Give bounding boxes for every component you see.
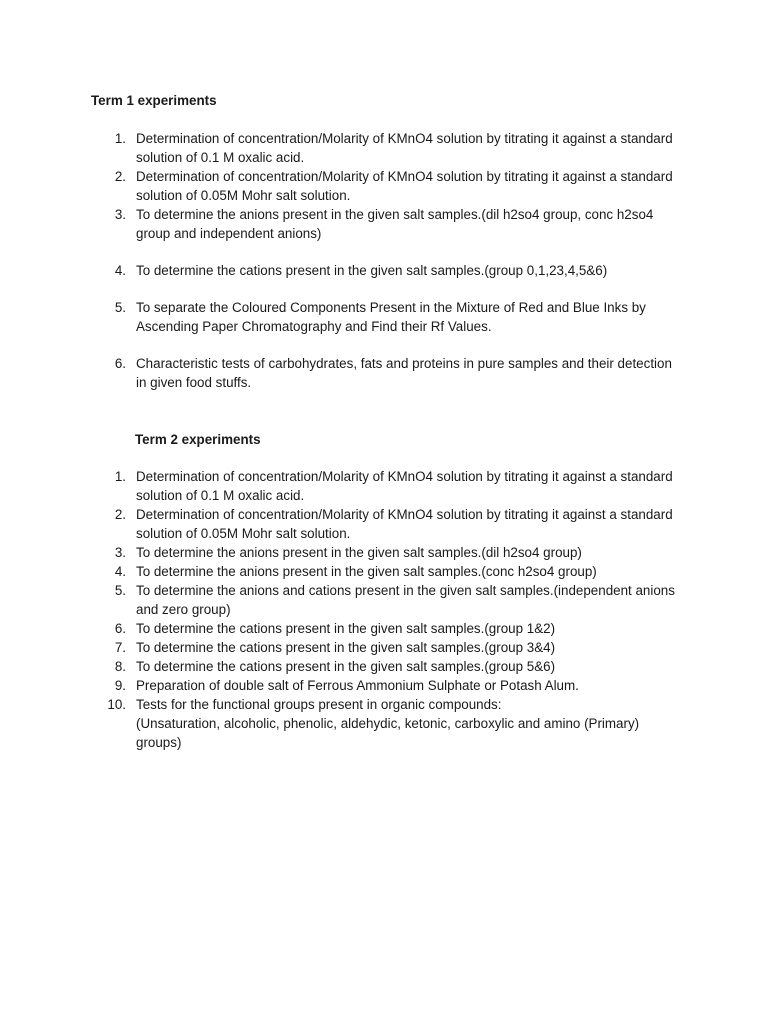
term2-item-4: [0, 562, 676, 581]
list-number: 10.: [107, 697, 126, 712]
term2-experiment-list: [0, 467, 768, 752]
list-number: 4.: [114, 263, 126, 278]
list-item-text: To determine the cations present in the given salt samples.(group 3&4): [136, 640, 556, 655]
list-item-text: To determine the cations present in the given salt samples.(group 5&6): [136, 659, 556, 674]
list-number: 3.: [114, 207, 126, 222]
list-item-text: Determination of concentration/Molarity of KMnO4 solution by titrating it against a standard solution of 0.1 M oxalic acid.: [136, 131, 673, 165]
term1-item-6: [0, 354, 676, 392]
list-item-text: Tests for the functional groups present in organic compounds:: [136, 697, 502, 712]
term2-item-9: [0, 676, 676, 695]
term1-item-4: [0, 261, 676, 280]
list-number: 3.: [114, 545, 126, 560]
list-number: 5.: [114, 583, 126, 598]
list-item-text: To determine the cations present in the given salt samples.(group 1&2): [136, 621, 556, 636]
term1-item-1: [0, 129, 676, 167]
list-item-text: To separate the Coloured Components Present in the Mixture of Red and Blue Inks by Ascending Paper Chromatography and Find their Rf Values.: [136, 300, 646, 334]
term2-item-5: [0, 581, 676, 619]
list-item-text: Determination of concentration/Molarity of KMnO4 solution by titrating it against a standard solution of 0.05M Mohr salt solution.: [136, 169, 673, 203]
list-number: 6.: [114, 356, 126, 371]
term2-item-1: [0, 467, 676, 505]
term2-item-7: [0, 638, 676, 657]
list-number: 8.: [114, 659, 126, 674]
list-number: 5.: [114, 300, 126, 315]
list-number: 2.: [114, 169, 126, 184]
term2-item-6: [0, 619, 676, 638]
list-item-text: Determination of concentration/Molarity of KMnO4 solution by titrating it against a standard solution of 0.1 M oxalic acid.: [136, 469, 673, 503]
term1-item-2: [0, 167, 676, 205]
term1-heading: Term 1 experiments: [91, 93, 217, 108]
list-item-text: To determine the cations present in the given salt samples.(group 0,1,23,4,5&6): [136, 263, 608, 278]
list-item-text: Determination of concentration/Molarity of KMnO4 solution by titrating it against a standard solution of 0.05M Mohr salt solution.: [136, 507, 673, 541]
term2-item-2: [0, 505, 676, 543]
list-number: 9.: [114, 678, 126, 693]
list-item-text: To determine the anions present in the given salt samples.(conc h2so4 group): [136, 564, 597, 579]
list-number: 4.: [114, 564, 126, 579]
term2-item-3: [0, 543, 676, 562]
term1-experiment-list: [0, 129, 768, 392]
list-number: 7.: [114, 640, 126, 655]
list-item-text: To determine the anions present in the given salt samples.(dil h2so4 group): [136, 545, 582, 560]
list-item-text: Characteristic tests of carbohydrates, fats and proteins in pure samples and their detection in given food stuffs.: [136, 356, 672, 390]
list-number: 2.: [114, 507, 126, 522]
term1-item-5: [0, 298, 676, 336]
list-number: 1.: [114, 469, 126, 484]
term2-item-10: [0, 695, 676, 752]
list-item-text: To determine the anions present in the given salt samples.(dil h2so4 group, conc h2so4 group and independent anions): [136, 207, 654, 241]
list-number: 1.: [114, 131, 126, 146]
list-item-text: Preparation of double salt of Ferrous Ammonium Sulphate or Potash Alum.: [136, 678, 579, 693]
term2-item-8: [0, 657, 676, 676]
term1-item-3: [0, 205, 676, 243]
term2-heading: Term 2 experiments: [135, 432, 261, 447]
list-item-text: To determine the anions and cations present in the given salt samples.(independent anions and zero group): [136, 583, 675, 617]
list-number: 6.: [114, 621, 126, 636]
list-item-subtext: (Unsaturation, alcoholic, phenolic, aldehydic, ketonic, carboxylic and amino (Primary) groups): [136, 716, 640, 750]
